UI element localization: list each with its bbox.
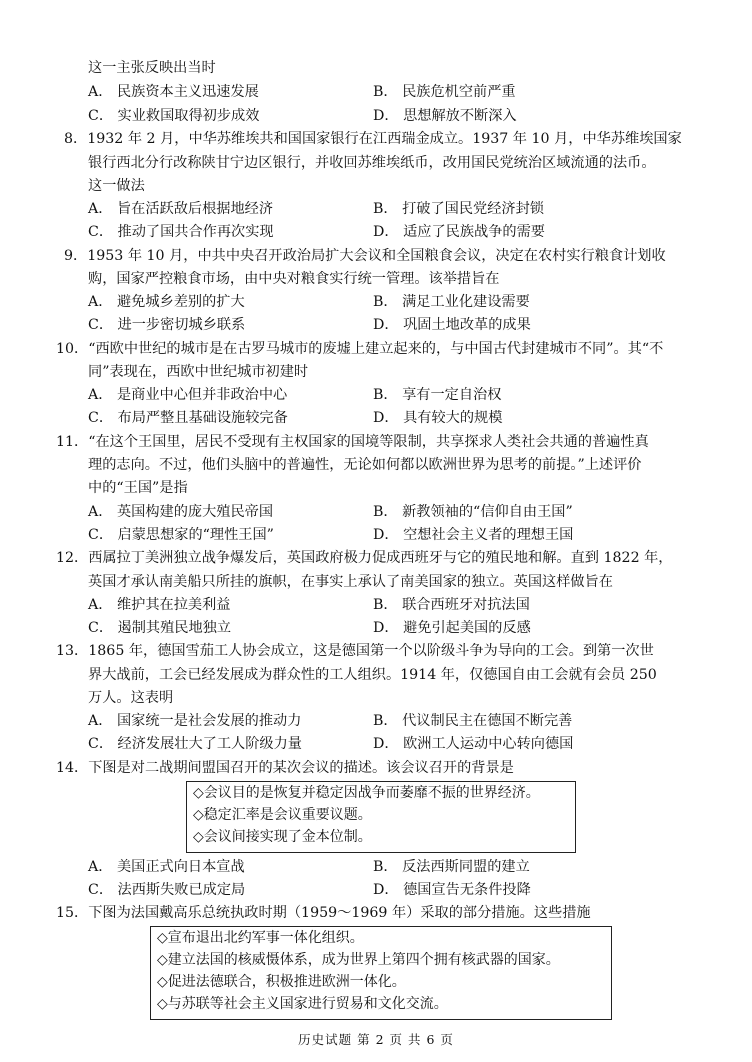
q10-option-c: C． 布局严整且基础设施较完备 [88, 410, 288, 426]
q8-stem-line1: 8．1932 年 2 月，中华苏维埃共和国国家银行在江西瑞金成立。1937 年 10 月，中华苏维埃国家 [64, 131, 682, 147]
q8-stem-line3: 这一做法 [88, 178, 145, 194]
q10-option-d: D． 具有较大的规模 [373, 410, 503, 426]
q11-option-d: D． 空想社会主义者的理想王国 [373, 527, 574, 543]
q14-stem-line1: 14．下图是对二战期间盟国召开的某次会议的描述。该会议召开的背景是 [56, 760, 514, 776]
q9-stem-line2: 购，国家严控粮食市场，由中央对粮食实行统一管理。该举措旨在 [88, 271, 500, 287]
q7-option-c: C． 实业救国取得初步成效 [88, 108, 260, 124]
q13-option-a: A． 国家统一是社会发展的推动力 [88, 713, 302, 729]
page-footer: 历史试题 第 2 页 共 6 页 [298, 1032, 454, 1047]
q9-option-b: B． 满足工业化建设需要 [373, 294, 530, 310]
q14-option-d: D． 德国宣告无条件投降 [373, 882, 531, 898]
q9-option-d: D． 巩固土地改革的成果 [373, 317, 531, 333]
q11-option-b: B． 新教领袖的“信仰自由王国” [373, 504, 573, 520]
q13-option-d: D． 欧洲工人运动中心转向德国 [373, 736, 574, 752]
q11-stem-line3: 中的“王国”是指 [88, 480, 188, 496]
q8-option-b: B． 打破了国民党经济封锁 [373, 201, 544, 217]
q11-option-c: C． 启蒙思想家的“理性王国” [88, 527, 274, 543]
q15-box-item: ◇促进法德联合，积极推进欧洲一体化。 [157, 974, 406, 990]
q9-stem-line1: 9．1953 年 10 月，中共中央召开政治局扩大会议和全国粮食会议，决定在农村实行粮食计划收 [64, 248, 666, 264]
q14-box-item: ◇会议目的是恢复并稳定因战争而萎靡不振的世界经济。 [193, 785, 540, 801]
q8-option-a: A． 旨在活跃敌后根据地经济 [88, 201, 274, 217]
q15-box-item: ◇与苏联等社会主义国家进行贸易和文化交流。 [157, 996, 448, 1012]
q15-stem-line1: 15．下图为法国戴高乐总统执政时期（1959～1969 年）采取的部分措施。这些措施 [56, 905, 591, 921]
q10-stem-line2: 同”表现在，西欧中世纪城市初建时 [88, 364, 309, 380]
q13-stem-line1: 13．1865 年，德国雪茄工人协会成立，这是德国第一个以阶级斗争为导向的工会。到第一次世 [56, 643, 654, 659]
q14-option-a: A． 美国正式向日本宣战 [88, 859, 245, 875]
q11-stem-line1: 11．“在这个王国里，居民不受现有主权国家的国境等限制，共享探求人类社会共通的普遍性真 [56, 434, 649, 450]
q14-info-box [186, 781, 576, 853]
q15-info-box [150, 926, 612, 1020]
q13-option-c: C． 经济发展壮大了工人阶级力量 [88, 736, 302, 752]
q11-option-a: A． 英国构建的庞大殖民帝国 [88, 504, 274, 520]
q8-stem-line2: 银行西北分行改称陕甘宁边区银行，并收回苏维埃纸币，改用国民党统治区域流通的法币。 [88, 155, 656, 171]
q7-option-a: A． 民族资本主义迅速发展 [88, 84, 259, 100]
q7-option-b: B． 民族危机空前严重 [373, 84, 516, 100]
q14-box-item: ◇会议间接实现了金本位制。 [193, 829, 372, 845]
q12-option-b: B． 联合西班牙对抗法国 [373, 597, 530, 613]
q12-stem-line2: 英国才承认南美船只所挂的旗帜，在事实上承认了南美国家的独立。英国这样做旨在 [88, 574, 613, 590]
q11-stem-line2: 理的志向。不过，他们头脑中的普遍性，无论如何都以欧洲世界为思考的前提。”上述评价 [88, 457, 642, 473]
q15-box-item: ◇建立法国的核威慑体系，成为世界上第四个拥有核武器的国家。 [157, 952, 560, 968]
q10-stem-line1: 10．“西欧中世纪的城市是在古罗马城市的废墟上建立起来的，与中国古代封建城市不同”。其“不 [56, 341, 664, 357]
q10-option-b: B． 享有一定自治权 [373, 387, 502, 403]
q13-stem-line2: 界大战前，工会已经发展成为群众性的工人组织。1914 年，仅德国自由工会就有会员 250 [88, 667, 657, 683]
q12-option-c: C． 遏制其殖民地独立 [88, 620, 232, 636]
q13-stem-line3: 万人。这表明 [88, 690, 174, 706]
q12-option-a: A． 维护其在拉美利益 [88, 597, 231, 613]
q7-option-d: D． 思想解放不断深入 [373, 108, 517, 124]
q12-option-d: D． 避免引起美国的反感 [373, 620, 531, 636]
q14-box-item: ◇稳定汇率是会议重要议题。 [193, 807, 372, 823]
q14-option-c: C． 法西斯失败已成定局 [88, 882, 246, 898]
q15-box-item: ◇宣布退出北约军事一体化组织。 [157, 930, 364, 946]
q9-option-c: C． 进一步密切城乡联系 [88, 317, 246, 333]
q13-option-b: B． 代议制民主在德国不断完善 [373, 713, 573, 729]
q8-option-d: D． 适应了民族战争的需要 [373, 224, 545, 240]
q7-stem-tail: 这一主张反映出当时 [88, 60, 216, 76]
q12-stem-line1: 12．西属拉丁美洲独立战争爆发后，英国政府极力促成西班牙与它的殖民地和解。直到 1822 年， [56, 550, 673, 566]
q8-option-c: C． 推动了国共合作再次实现 [88, 224, 274, 240]
q14-option-b: B． 反法西斯同盟的建立 [373, 859, 530, 875]
q9-option-a: A． 避免城乡差别的扩大 [88, 294, 245, 310]
q10-option-a: A． 是商业中心但并非政治中心 [88, 387, 288, 403]
